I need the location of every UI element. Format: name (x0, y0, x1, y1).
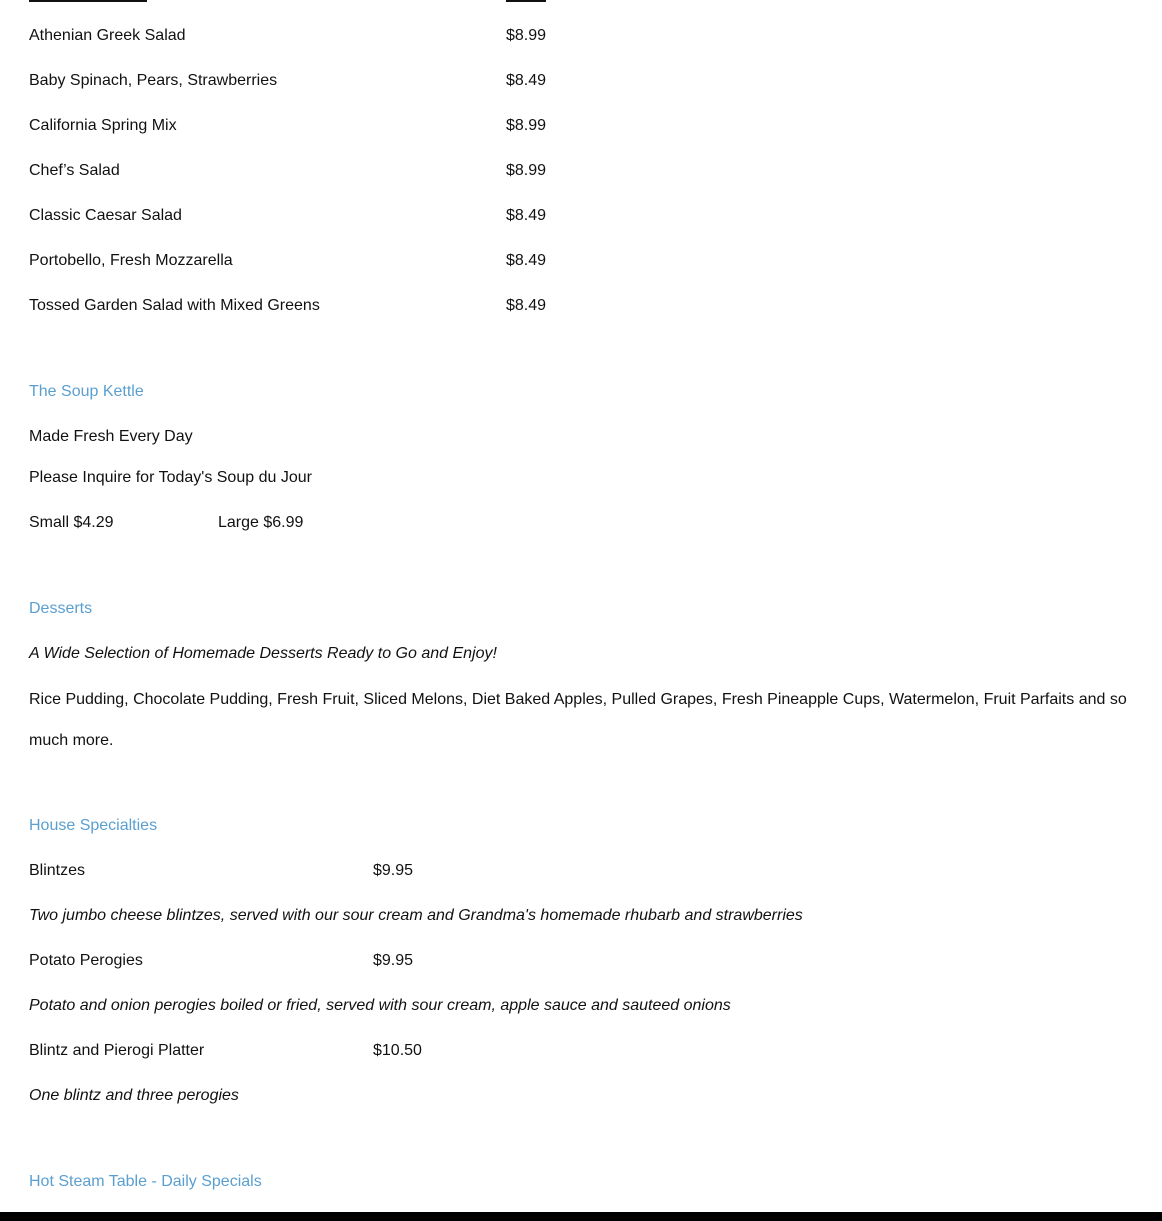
specialty-item-description: Two jumbo cheese blintzes, served with our sour cream and Grandma's homemade rhubarb and strawberries (29, 907, 803, 924)
salad-item-name: Classic Caesar Salad (29, 207, 182, 224)
desserts-heading: Desserts (29, 600, 93, 617)
soup-heading: The Soup Kettle (29, 383, 144, 400)
specialty-item-description: One blintz and three perogies (29, 1087, 239, 1104)
specialty-item-description: Potato and onion perogies boiled or fried, served with sour cream, apple sauce and sauteed onions (29, 997, 731, 1014)
salad-item-name: Portobello, Fresh Mozzarella (29, 252, 233, 269)
specialties-heading: House Specialties (29, 817, 158, 834)
soup-small-price: Small $4.29 (29, 514, 114, 531)
desserts-tagline: A Wide Selection of Homemade Desserts Ready to Go and Enjoy! (29, 645, 497, 662)
salad-item-name: California Spring Mix (29, 117, 177, 134)
salad-item-price: $8.49 (506, 252, 547, 269)
clipped-top-item (29, 0, 147, 2)
hot-steam-heading: Hot Steam Table - Daily Specials (29, 1173, 262, 1190)
clipped-top-price (506, 0, 546, 2)
desserts-list: Rice Pudding, Chocolate Pudding, Fresh Fruit, Sliced Melons, Diet Baked Apples, Pulled Grapes, Fresh Pineapple Cups, Watermelon, Fruit Parfaits and so much more. (29, 691, 1127, 749)
salad-item-price: $8.49 (506, 72, 547, 89)
specialty-item-price: $9.95 (373, 862, 414, 879)
footer-bar (0, 1212, 1162, 1221)
soup-large-price: Large $6.99 (218, 514, 304, 531)
salad-item-price: $8.99 (506, 117, 547, 134)
specialty-item-name: Potato Perogies (29, 952, 143, 969)
salad-item-price: $8.49 (506, 297, 547, 314)
salad-item-price: $8.99 (506, 162, 547, 179)
specialty-item-name: Blintzes (29, 862, 86, 879)
specialty-item-price: $10.50 (373, 1042, 422, 1059)
salad-item-name: Chef’s Salad (29, 162, 120, 179)
specialty-item-name: Blintz and Pierogi Platter (29, 1042, 205, 1059)
soup-inquire-line: Please Inquire for Today's Soup du Jour (29, 469, 312, 486)
soup-fresh-line: Made Fresh Every Day (29, 428, 193, 445)
salad-item-name: Baby Spinach, Pears, Strawberries (29, 72, 278, 89)
specialty-item-price: $9.95 (373, 952, 414, 969)
salad-item-price: $8.49 (506, 207, 547, 224)
salad-item-name: Athenian Greek Salad (29, 27, 186, 44)
salad-item-price: $8.99 (506, 27, 547, 44)
salad-item-name: Tossed Garden Salad with Mixed Greens (29, 297, 320, 314)
